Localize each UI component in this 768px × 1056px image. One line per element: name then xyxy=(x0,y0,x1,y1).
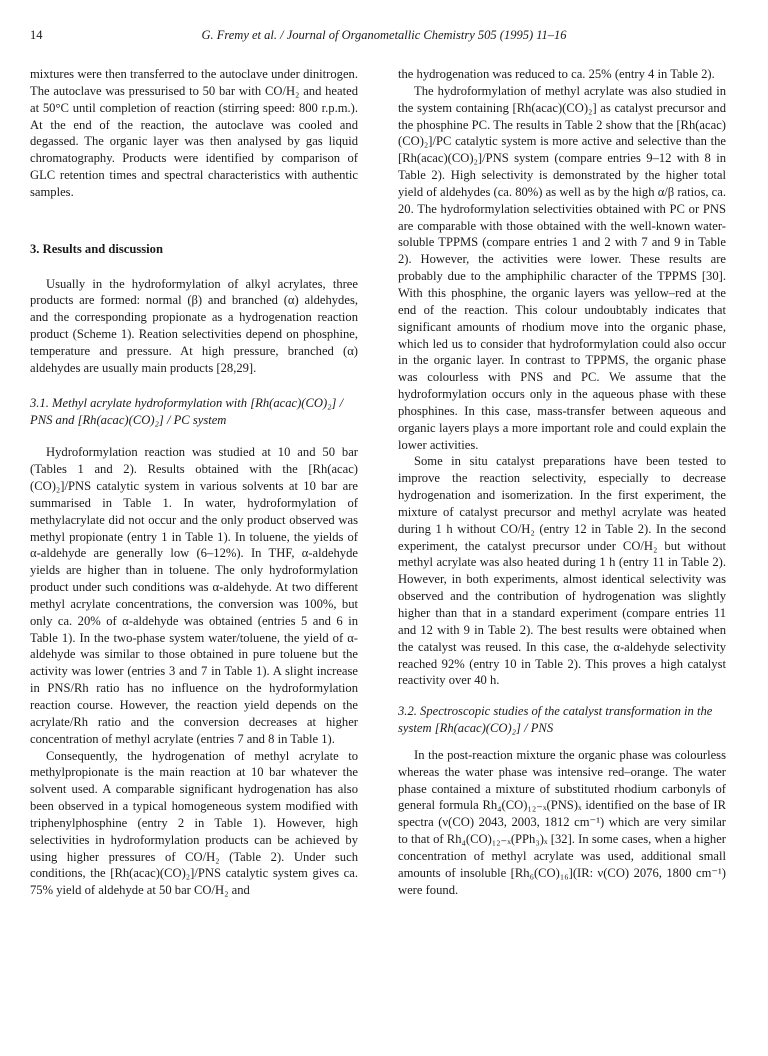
paragraph-3-1-a: Hydroformylation reaction was studied at 10 and 50 bar (Tables 1 and 2). Results obtained with the [Rh(acac)(CO)₂]/PNS catalytic system in various solvents at 10 bar are summarised in Table 1. In water, hydroformylation of methylacrylate did not occur and the only product observed was methyl propionate (entry 1 in Table 1). In toluene, the yields of α-aldehyde are generally low (6–12%). In THF, α-aldehyde yields are higher than in toluene. The only hydroformylation product under such conditions was α-aldehyde. At two different methyl acrylate concentrations, the conversion was 100%, but only ca. 20% of α-aldehyde was obtained (entries 5 and 6 in Table 1). In the two-phase system water/toluene, the yield of α-aldehyde was similar to those obtained in pure toluene but the activity was lower (entries 3 and 7 in Table 1). A slight increase in PNS/Rh ratio has no influence on the hydroformylation reaction course. However, the reaction yield depends on the acrylate/Rh ratio and the conversion decreases at higher concentration of methyl acrylate (entries 7 and 8 in Table 1). xyxy=(30,445,358,746)
subsection-heading-3-2: 3.2. Spectroscopic studies of the catalyst transformation in the system [Rh(acac)(CO)₂] / PNS xyxy=(398,704,713,736)
page-number: 14 xyxy=(30,28,43,42)
paragraph-3-1-b: Consequently, the hydrogenation of methyl acrylate to methylpropionate is the main reaction at 10 bar whatever the solvent used. A comparable significant hydrogenation has also been observed in a typical homogeneous system modified with triphenylphosphine (entry 2 in Table 1). However, high selectivities in hydroformylation products can be achieved by using higher pressures of CO/H₂ (Table 2). Under such conditions, the [Rh(acac)(CO)₂]/PNS catalytic system gives ca. 75% yield of aldehyde at 50 bar CO/H₂ and xyxy=(30,748,358,898)
paragraph-experimental-end: mixtures were then transferred to the autoclave under dinitrogen. The autoclave was pressurised to 50 bar with CO/H₂ and heated at 50°C until completion of reaction (stirring speed: 800 r.p.m.). At the end of the reaction, the autoclave was cooled and degassed. The organic layer was then analysed by gas liquid chromatography. Products were identified by comparison of GLC retention times and spectral characteristics with authentic samples. xyxy=(30,67,358,199)
right-column xyxy=(398,66,726,899)
paragraph-in-situ: Some in situ catalyst preparations have been tested to improve the reaction selectivity, especially to decrease hydrogenation and isomerization. In the first experiment, the mixture of catalyst precursor and methyl acrylate was heated during 1 h without CO/H₂ (entry 12 in Table 2). In the second experiment, the catalyst precursor under CO/H₂ but without methyl acrylate was also heated during 1 h (entry 11 in Table 2). However, in both experiments, almost identical selectivity was observed and the contribution of hydrogenation was slightly higher than that in a standard experiment (compare entries 11 and 12 with 9 in Table 2). The best results were obtained when the catalyst was reused. In this case, the α-aldehyde selectivity reached 92% (entry 10 in Table 2). This proves a high catalyst reactivity over 40 h. xyxy=(398,454,726,688)
paragraph-3-2: In the post-reaction mixture the organic phase was colourless whereas the water phase was intensive red–orange. The water phase contained a mixture of substituted rhodium carbonyls of general formula Rh₄(CO)₁₂₋ₓ(PNS)ₓ identified on the base of IR spectra (ν(CO) 2043, 2003, 1812 cm⁻¹) which are very similar to that of Rh₄(CO)₁₂₋ₓ(PPh₃)ₓ [32]. In some cases, when a higher concentration of methyl acrylate was used, additional small amounts of insoluble [Rh₆(CO)₁₆](IR: ν(CO) 2076, 1800 cm⁻¹) were found. xyxy=(398,747,726,897)
paragraph-pc-system: The hydroformylation of methyl acrylate was also studied in the system containing [Rh(acac)(CO)₂] as catalyst precursor and the phosphine PC. The results in Table 2 show that the [Rh(acac)(CO)₂]/PC catalytic system is more active and selective than the [Rh(acac)(CO)₂]/PNS system (compare entries 9–12 with 8 in Table 2). High selectivity is demonstrated by the higher total yield of aldehydes (ca. 80%) as well as by the high α/β ratios, ca. 20. The hydroformylation selectivities obtained with PC or PNS are comparable with those obtained with the well-known water-soluble TPPMS (compare entries 1 and 2 with 7 and 9 in Table 2). However, the activities were lower. These results are probably due to the amphiphilic character of the TPPMS [30]. With this phosphine, the organic layers was yellow–red at the end of the reaction. This colour undoubtably indicates that significant amounts of rhodium move into the organic phase, which led us to consider that hydroformylation could also occur in the organic layer. In contrast to TPPMS, the organic phase was colourless with PNS and PC. We assume that the hydroformylation occurs only in the aqueous phase with these phosphines. In this case, mass-transfer between aqueous and organic layers plays a more important role and could explain the lower activities. xyxy=(398,83,726,452)
page-header xyxy=(30,28,738,48)
running-head: G. Fremy et al. / Journal of Organometallic Chemistry 505 (1995) 11–16 xyxy=(201,28,567,42)
section-heading-results: 3. Results and discussion xyxy=(30,241,163,256)
paragraph-results-intro: Usually in the hydroformylation of alkyl acrylates, three products are formed: normal (β) and branched (α) aldehydes, and the corresponding propionate as a hydrogenation reaction product (Scheme 1). Reation selectivities depend on phosphine, temperature and pressure. At high pressure, branched (α) aldehydes are usually main products [28,29]. xyxy=(30,276,358,375)
paragraph-continuation: the hydrogenation was reduced to ca. 25% (entry 4 in Table 2). xyxy=(398,67,715,81)
left-column xyxy=(30,66,358,899)
subsection-heading-3-1: 3.1. Methyl acrylate hydroformylation with [Rh(acac)(CO)₂] / PNS and [Rh(acac)(CO)₂] / PC system xyxy=(30,395,344,427)
